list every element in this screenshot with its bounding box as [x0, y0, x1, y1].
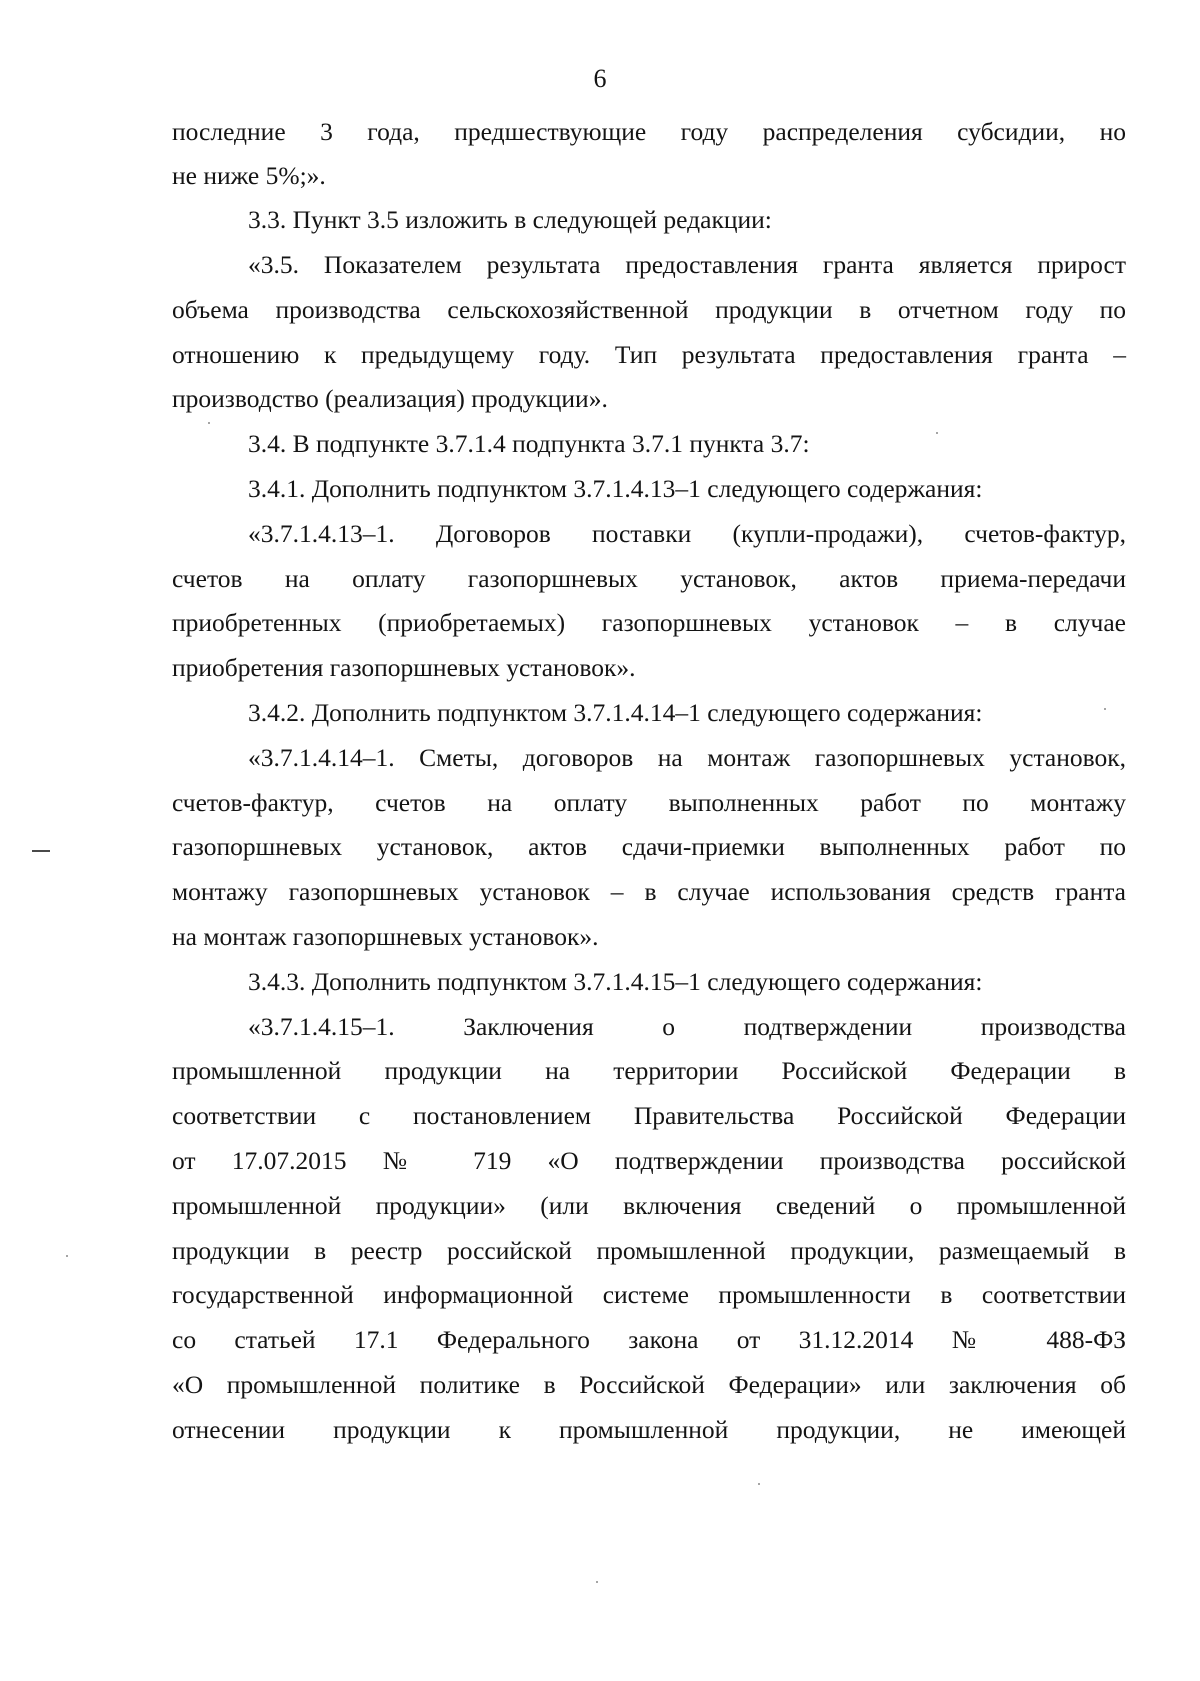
text-line: 3.4. В подпункте 3.7.1.4 подпункта 3.7.1 пункта 3.7:	[248, 429, 810, 458]
text-line: «3.7.1.4.14–1. Сметы, договоров на монтаж газопоршневых установок,	[248, 743, 1126, 772]
text-line: 3.4.1. Дополнить подпунктом 3.7.1.4.13–1 следующего содержания:	[248, 474, 983, 503]
page-number: 6	[593, 64, 607, 93]
text-line: на монтаж газопоршневых установок».	[172, 922, 599, 951]
text-line: приобретения газопоршневых установок».	[172, 653, 636, 682]
text-line: соответствии с постановлением Правительства Российской Федерации	[172, 1101, 1126, 1130]
margin-mark	[32, 850, 50, 852]
text-line: последние 3 года, предшествующие году распределения субсидии, но	[172, 117, 1126, 146]
text-line: «О промышленной политике в Российской Федерации» или заключения об	[172, 1370, 1126, 1399]
text-line: «3.7.1.4.15–1. Заключения о подтверждении производства	[248, 1012, 1126, 1041]
text-line: монтажу газопоршневых установок – в случае использования средств гранта	[172, 877, 1126, 906]
text-line: «3.5. Показателем результата предоставления гранта является прирост	[248, 250, 1126, 279]
text-line: счетов-фактур, счетов на оплату выполненных работ по монтажу	[172, 788, 1126, 817]
scan-speck	[208, 422, 210, 424]
text-line: не ниже 5%;».	[172, 161, 326, 190]
text-line: 3.4.2. Дополнить подпунктом 3.7.1.4.14–1 следующего содержания:	[248, 698, 983, 727]
scan-speck	[596, 1581, 598, 1583]
text-line: производство (реализация) продукции».	[172, 384, 608, 413]
scan-speck	[66, 1255, 68, 1257]
text-line: счетов на оплату газопоршневых установок, актов приема-передачи	[172, 564, 1126, 593]
text-line: объема производства сельскохозяйственной продукции в отчетном году по	[172, 295, 1126, 324]
text-line: промышленной продукции на территории Российской Федерации в	[172, 1056, 1126, 1085]
scan-speck	[1104, 708, 1106, 710]
text-line: 3.4.3. Дополнить подпунктом 3.7.1.4.15–1 следующего содержания:	[248, 967, 983, 996]
text-line: отнесении продукции к промышленной продукции, не имеющей	[172, 1415, 1126, 1444]
text-line: отношению к предыдущему году. Тип результата предоставления гранта –	[172, 340, 1126, 369]
text-line: промышленной продукции» (или включения сведений о промышленной	[172, 1191, 1126, 1220]
text-line: со статьей 17.1 Федерального закона от 31.12.2014 № 488-ФЗ	[172, 1325, 1126, 1354]
text-line: государственной информационной системе промышленности в соответствии	[172, 1280, 1126, 1309]
text-line: газопоршневых установок, актов сдачи-приемки выполненных работ по	[172, 832, 1126, 861]
text-line: «3.7.1.4.13–1. Договоров поставки (купли-продажи), счетов-фактур,	[248, 519, 1126, 548]
text-line: 3.3. Пункт 3.5 изложить в следующей редакции:	[248, 205, 772, 234]
scan-speck	[936, 432, 938, 434]
text-line: приобретенных (приобретаемых) газопоршневых установок – в случае	[172, 608, 1126, 637]
text-line: продукции в реестр российской промышленной продукции, размещаемый в	[172, 1236, 1126, 1265]
scan-speck	[758, 1483, 760, 1485]
text-line: от 17.07.2015 № 719 «О подтверждении производства российской	[172, 1146, 1126, 1175]
